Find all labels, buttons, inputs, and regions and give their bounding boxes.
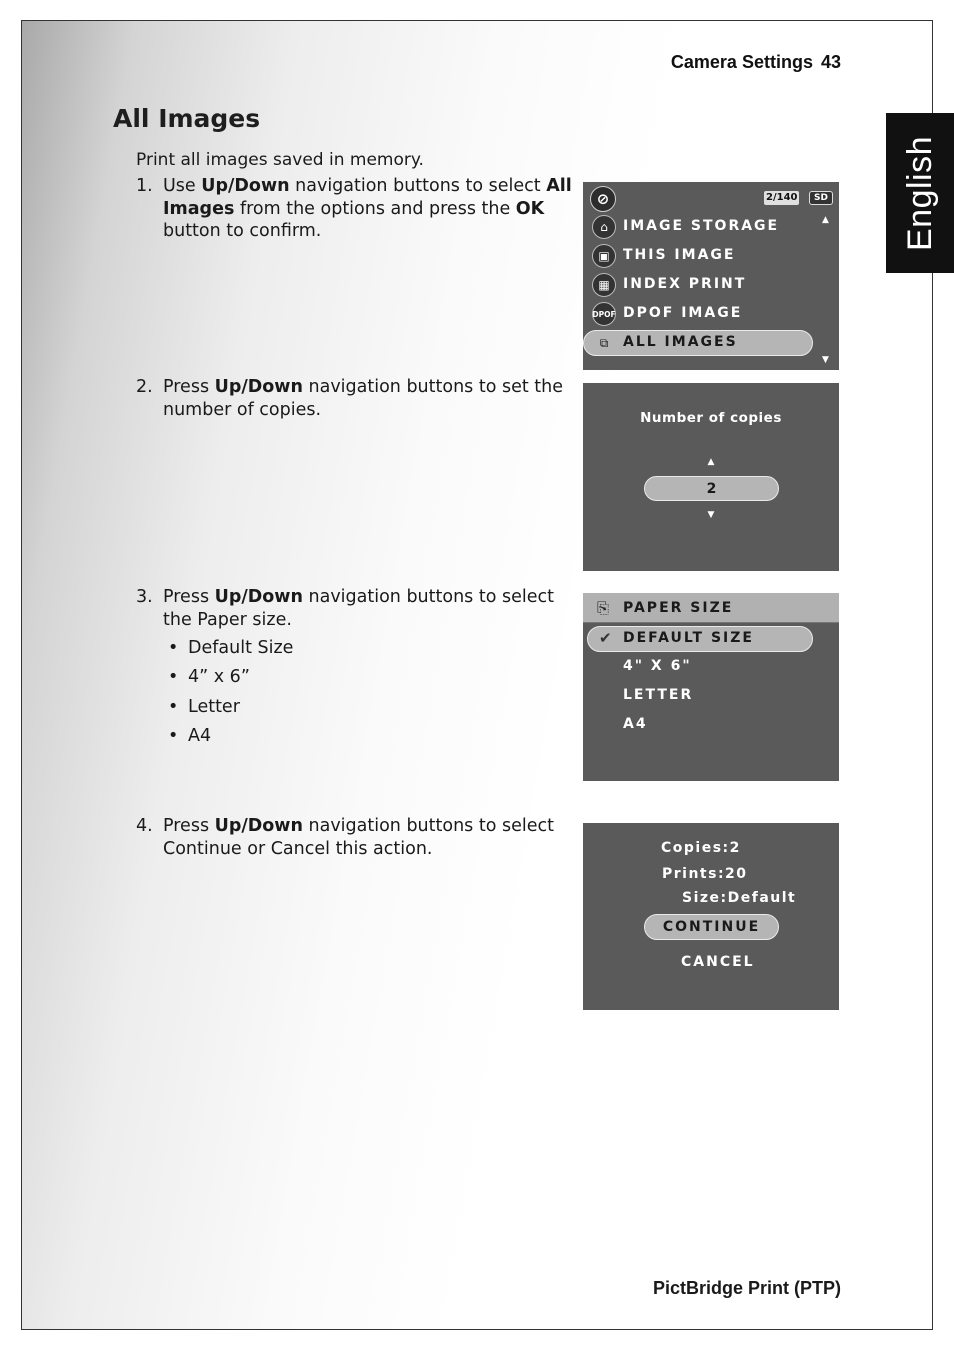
option-label: 4" X 6": [623, 658, 692, 674]
paper-size-title: PAPER SIZE: [623, 600, 734, 616]
step-text: [163, 586, 572, 631]
bold-run: Up/Down: [214, 587, 303, 607]
option-label: DEFAULT SIZE: [623, 630, 754, 646]
running-header: [671, 52, 841, 73]
size-summary: Size:Default: [682, 890, 797, 906]
text-run: navigation buttons to select Continue or Cancel this action.: [163, 816, 554, 859]
increase-arrow-icon[interactable]: ▲: [707, 457, 715, 467]
step-text: [163, 376, 572, 421]
step-number: 4.: [136, 816, 153, 836]
menu-item-dpof-image[interactable]: [583, 302, 839, 326]
step-3: [136, 586, 572, 631]
cancel-button[interactable]: CANCEL: [681, 954, 755, 970]
copies-heading: Number of copies: [640, 410, 782, 426]
copies-value[interactable]: 2: [644, 476, 779, 501]
menu-item-label: ALL IMAGES: [623, 334, 738, 350]
step-number: 3.: [136, 587, 153, 607]
text-run: Press: [163, 587, 215, 607]
bold-run: All Images: [163, 176, 572, 219]
section-title: All Images: [113, 104, 261, 133]
copies-summary: Copies:2: [661, 840, 741, 856]
continue-button[interactable]: CONTINUE: [644, 914, 779, 940]
page-number: 43: [820, 52, 841, 72]
dpof-icon: DPOF: [592, 302, 616, 326]
confirm-screen: [583, 823, 839, 1010]
paper-option-4x6[interactable]: [583, 655, 839, 679]
text-run: from the options and press the: [234, 198, 516, 219]
prints-summary: Prints:20: [662, 866, 748, 882]
copies-screen: [583, 383, 839, 571]
intro-text: Print all images saved in memory.: [136, 150, 424, 170]
text-run: Press: [163, 377, 215, 397]
paper-option-a4[interactable]: [583, 713, 839, 737]
step-1: [136, 175, 572, 243]
bold-run: Up/Down: [214, 377, 303, 397]
language-tab-label: English: [900, 135, 939, 251]
paper-icon: ⎘: [597, 599, 610, 617]
paper-size-list: [166, 637, 293, 754]
menu-item-this-image[interactable]: [583, 244, 839, 268]
image-counter: 2/140: [766, 192, 798, 203]
option-label: A4: [623, 716, 648, 732]
text-run: navigation buttons to select: [289, 176, 547, 196]
bold-run: Up/Down: [214, 816, 303, 836]
text-run: Use: [163, 176, 202, 196]
list-item: • 4” x 6”: [166, 666, 293, 695]
step-number: 1.: [136, 176, 153, 196]
menu-item-label: THIS IMAGE: [623, 247, 736, 263]
sd-card-icon: SD: [809, 191, 833, 205]
list-item: • Default Size: [166, 637, 293, 666]
menu-item-image-storage[interactable]: [583, 215, 839, 239]
scroll-down-icon: ▼: [822, 355, 829, 365]
camera-icon: ⌂: [592, 215, 616, 239]
text-run: button to confirm.: [163, 221, 322, 241]
step-text: [163, 815, 572, 860]
menu-item-label: INDEX PRINT: [623, 276, 747, 292]
step-2: [136, 376, 572, 421]
step-4: [136, 815, 572, 860]
bold-run: OK: [515, 198, 545, 219]
list-item: • Letter: [166, 696, 293, 725]
paper-size-header: [583, 593, 839, 623]
list-item: • A4: [166, 725, 293, 754]
option-label: LETTER: [623, 687, 694, 703]
menu-item-index-print[interactable]: [583, 273, 839, 297]
stack-icon: ⧉: [599, 335, 609, 350]
bold-run: Up/Down: [201, 176, 290, 196]
paper-option-letter[interactable]: [583, 684, 839, 708]
paper-option-default-size[interactable]: [583, 627, 839, 651]
header-section: Camera Settings: [670, 52, 813, 72]
menu-item-label: DPOF IMAGE: [623, 305, 743, 321]
text-run: navigation buttons to set the number of copies.: [163, 377, 564, 420]
paper-size-screen: [583, 593, 839, 781]
menu-item-all-images[interactable]: [583, 331, 839, 355]
image-icon: ▣: [592, 244, 616, 268]
print-menu-screen: [583, 182, 839, 370]
checkmark-icon: ✔: [599, 629, 612, 647]
language-tab: [886, 113, 954, 273]
step-number: 2.: [136, 377, 153, 397]
scroll-up-icon: ▲: [822, 215, 829, 225]
text-run: Press: [163, 816, 215, 836]
grid-icon: ▦: [592, 273, 616, 297]
running-footer: PictBridge Print (PTP): [652, 1278, 841, 1298]
step-text: [163, 175, 572, 243]
pictbridge-icon: ⊘: [590, 186, 616, 212]
text-run: navigation buttons to select the Paper size.: [163, 587, 554, 630]
decrease-arrow-icon[interactable]: ▼: [707, 510, 715, 520]
menu-item-label: IMAGE STORAGE: [623, 218, 780, 234]
